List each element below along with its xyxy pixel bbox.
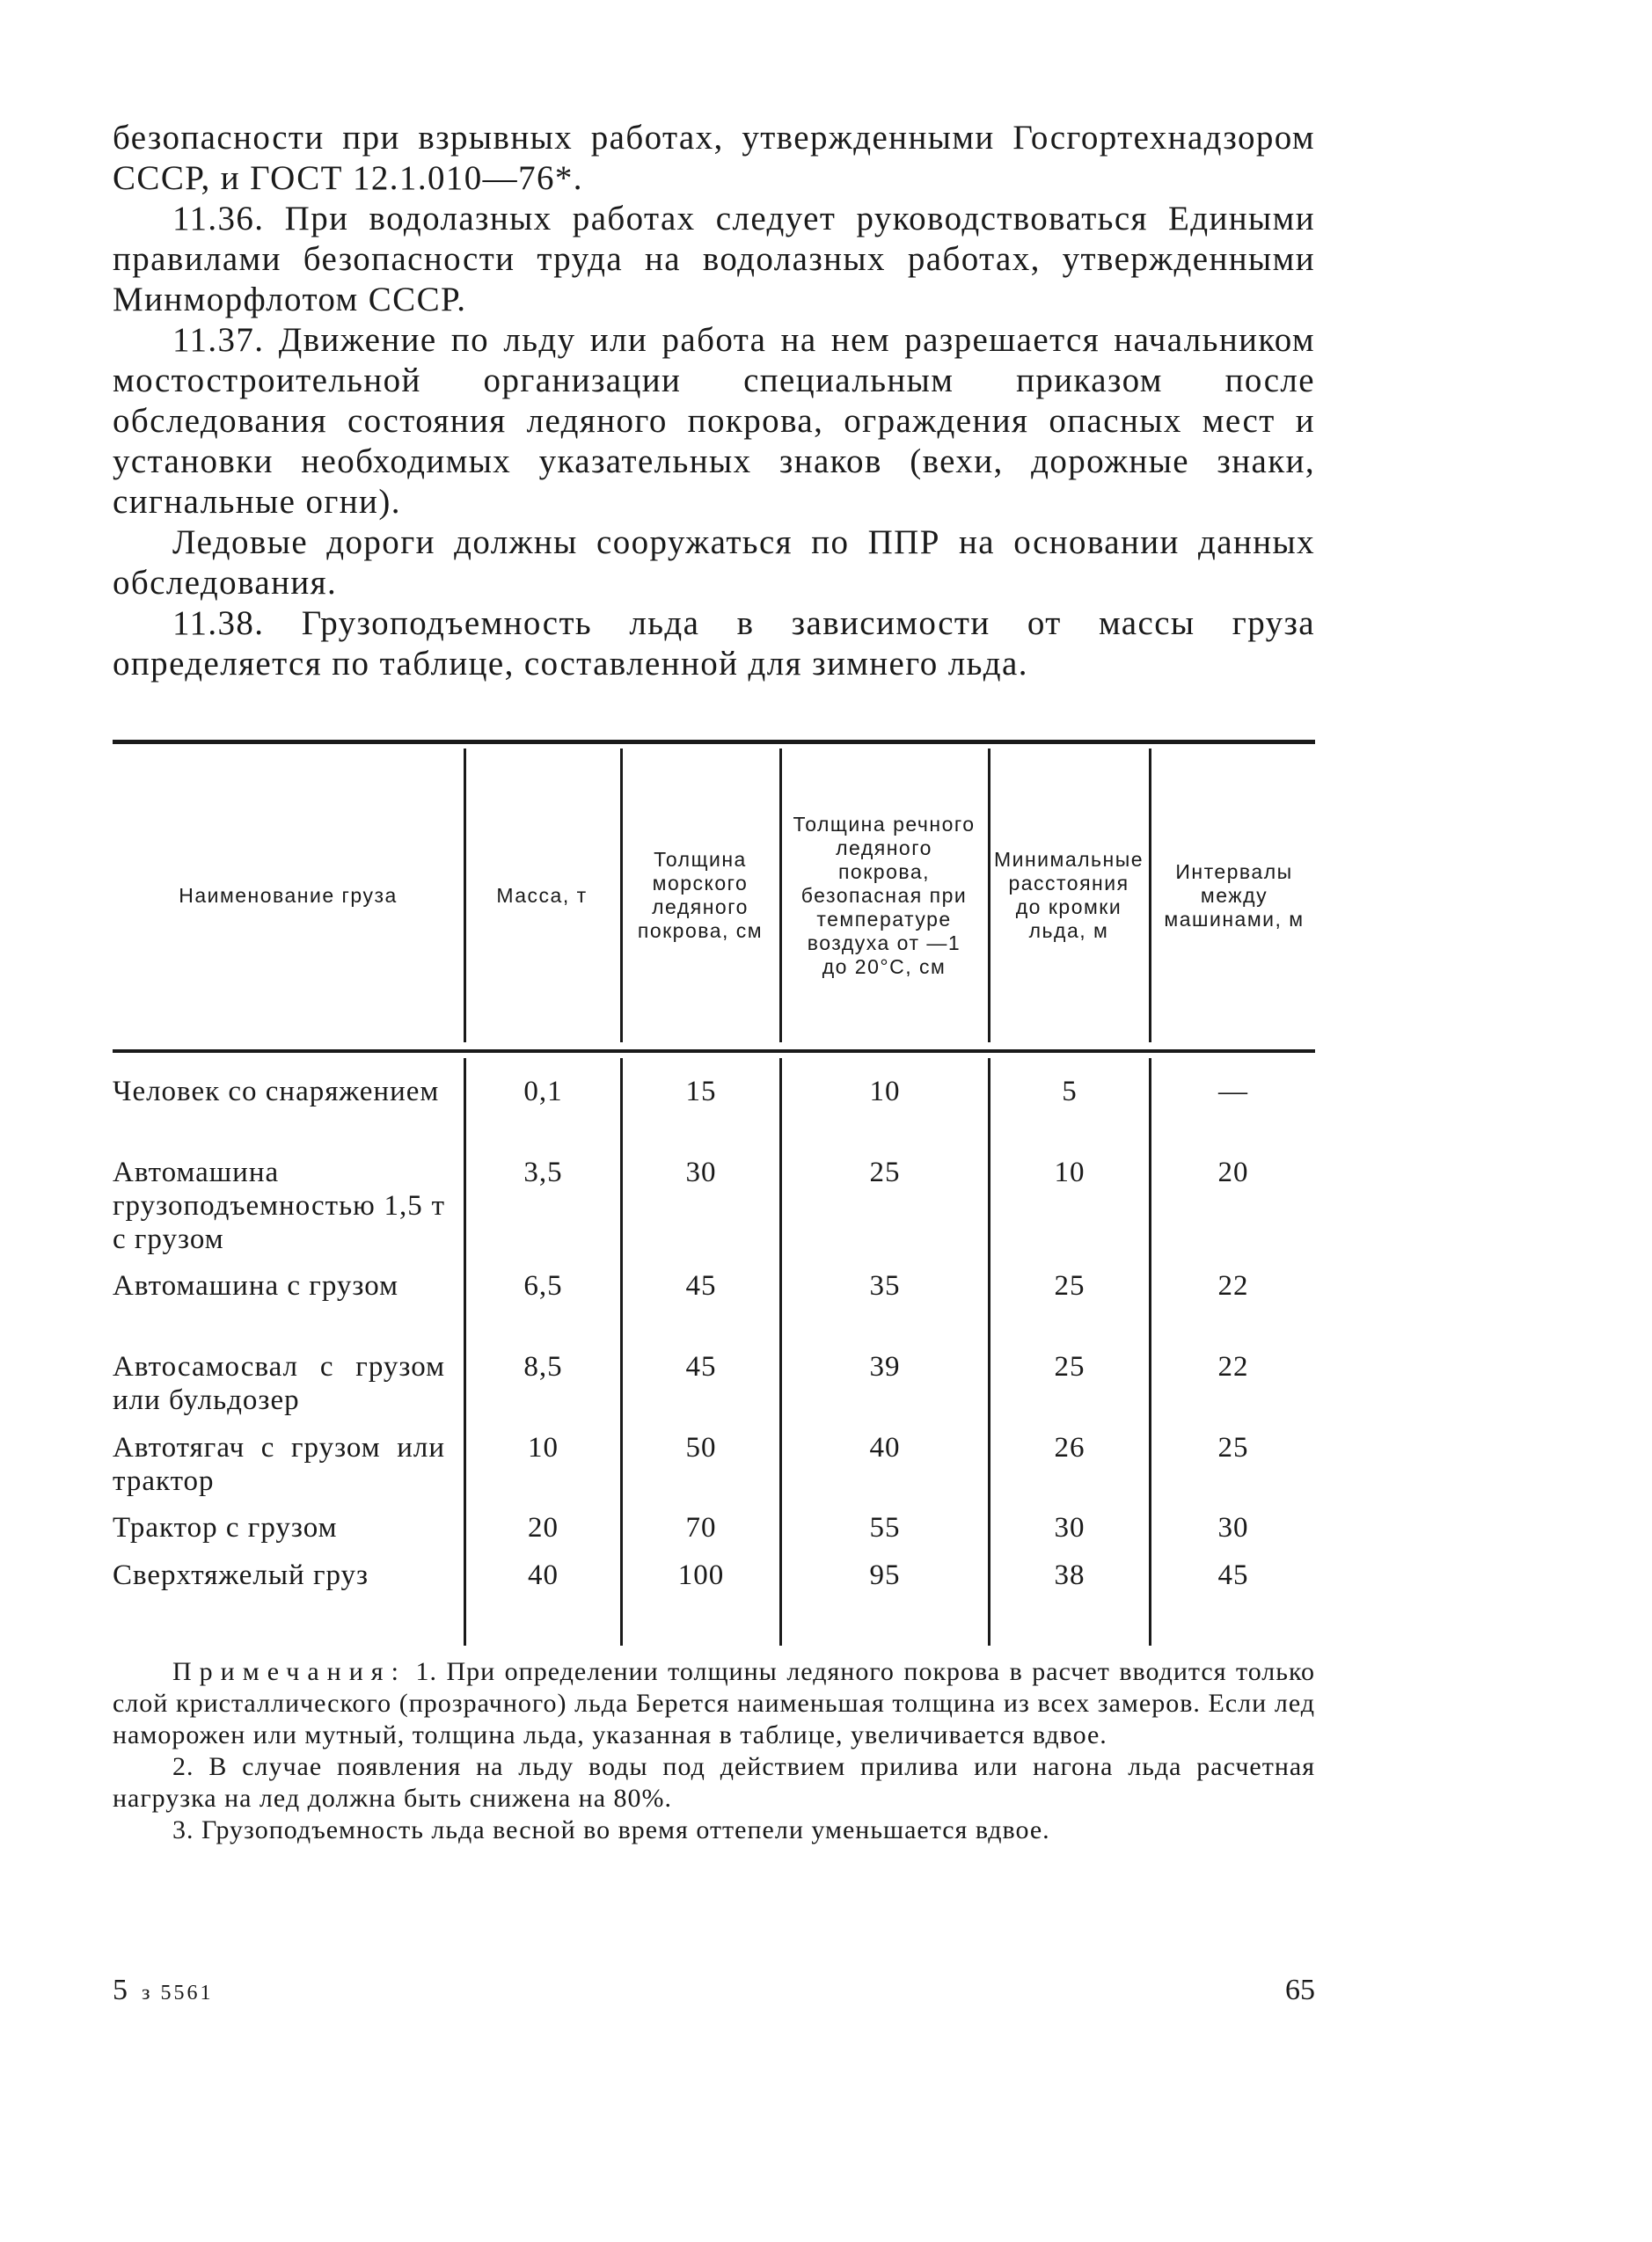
sea-ice-value: 70 [685,1512,717,1544]
mass-value: 8,5 [523,1351,563,1383]
cargo-name: Сверхтяжелый груз [113,1559,369,1591]
page-number: 65 [1285,1974,1315,2006]
river-ice-value: 95 [869,1559,901,1591]
mass-value: 6,5 [523,1270,563,1302]
paragraph-ice-roads: Ледовые дороги должны сооружаться по ППР на основании данных обследования. [113,523,1315,602]
header-min-edge-distance: Минимальные расстояния до кромки льда, м [993,848,1144,942]
header-divider [620,749,623,1042]
river-ice-value: 35 [869,1270,901,1302]
note-3: 3. Грузоподъемность льда весной во время оттепели уменьшается вдвое. [172,1815,1050,1844]
interval-value: 22 [1217,1351,1249,1383]
table-notes [113,1656,1315,1846]
sea-ice-value: 15 [685,1076,717,1107]
header-vehicle-interval: Интервалы между машинами, м [1164,859,1305,931]
edge-distance-value: 10 [1054,1157,1085,1188]
river-ice-value: 55 [869,1512,901,1544]
edge-distance-value: 5 [1062,1076,1078,1107]
mass-value: 20 [528,1512,559,1544]
header-divider [988,749,990,1042]
edge-distance-value: 38 [1054,1559,1085,1591]
interval-value: 25 [1217,1432,1249,1464]
notes-label: Примечания: [172,1657,406,1686]
mass-value: 0,1 [523,1076,563,1107]
header-divider [464,749,466,1042]
interval-value: 22 [1217,1270,1249,1302]
signature-mark: 5 [113,1974,129,2006]
table-header-rule [113,1049,1315,1053]
river-ice-value: 39 [869,1351,901,1383]
footer-left [113,1974,213,2007]
header-cargo-name: Наименование груза [179,883,398,907]
edge-distance-value: 25 [1054,1351,1085,1383]
river-ice-value: 25 [869,1157,901,1188]
river-ice-value: 10 [869,1076,901,1107]
cargo-name: Автосамосвал с грузом или бульдозер [113,1351,445,1416]
paragraph-gost: безопасности при взрывных работах, утвержденными Госгортехнадзором СССР, и ГОСТ 12.1.010—76*. [113,119,1315,197]
interval-value: 30 [1217,1512,1249,1544]
interval-value: — [1218,1076,1248,1107]
paragraph-11-38: 11.38. Грузоподъемность льда в зависимости от массы груза определяется по таблице, составленной для зимнего льда. [113,604,1315,683]
edge-distance-value: 25 [1054,1270,1085,1302]
mass-value: 10 [528,1432,559,1464]
sea-ice-value: 45 [685,1351,717,1383]
sea-ice-value: 100 [677,1559,725,1591]
sea-ice-value: 30 [685,1157,717,1188]
order-number: з 5561 [142,1982,214,2005]
cargo-name: Автомашина с грузом [113,1270,398,1302]
header-river-ice-thickness: Толщина речного ледяного покрова, безопасная при температуре воздуха от —1 до 20°С, см [793,812,976,978]
cargo-name: Трактор с грузом [113,1512,338,1544]
river-ice-value: 40 [869,1432,901,1464]
mass-value: 40 [528,1559,559,1591]
paragraph-11-36: 11.36. При водолазных работах следует руководствоваться Едиными правилами безопасности труда на водолазных работах, утвержденными Минморфлотом СССР. [113,200,1315,318]
note-1-text: 1. При определении толщины ледяного покрова в расчет вводится только слой кристаллического (прозрачного) льда Берется наименьшая толщина из всех замеров. Если лед наморожен или мутный, толщина льда, указанная в таблице, увеличивается вдвое. [113,1657,1316,1749]
header-divider [1149,749,1151,1042]
paragraph-11-37: 11.37. Движение по льду или работа на нем разрешается начальником мостостроительной организации специальным приказом после обследования состояния ледяного покрова, ограждения опасных мест и установки необходимых указательных знаков (вехи, дорожные знаки, сигнальные огни). [113,321,1315,521]
edge-distance-value: 26 [1054,1432,1085,1464]
cargo-name: Человек со снаряжением [113,1076,440,1107]
body-text [113,118,1315,684]
mass-value: 3,5 [523,1157,563,1188]
cargo-name: Автомашина грузоподъемностью 1,5 т с грузом [113,1157,445,1255]
table-top-rule [113,740,1315,744]
sea-ice-value: 50 [685,1432,717,1464]
header-sea-ice-thickness: Толщина морского ледяного покрова, см [637,848,764,942]
edge-distance-value: 30 [1054,1512,1085,1544]
note-1 [113,1656,1315,1751]
cargo-name: Автотягач с грузом или трактор [113,1432,445,1497]
header-divider [779,749,782,1042]
interval-value: 20 [1217,1157,1249,1188]
sea-ice-value: 45 [685,1270,717,1302]
note-2: 2. В случае появления на льду воды под действием прилива или нагона льда расчетная нагрузка на лед должна быть снижена на 80%. [113,1752,1315,1813]
header-mass: Масса, т [496,883,588,907]
interval-value: 45 [1217,1559,1249,1591]
